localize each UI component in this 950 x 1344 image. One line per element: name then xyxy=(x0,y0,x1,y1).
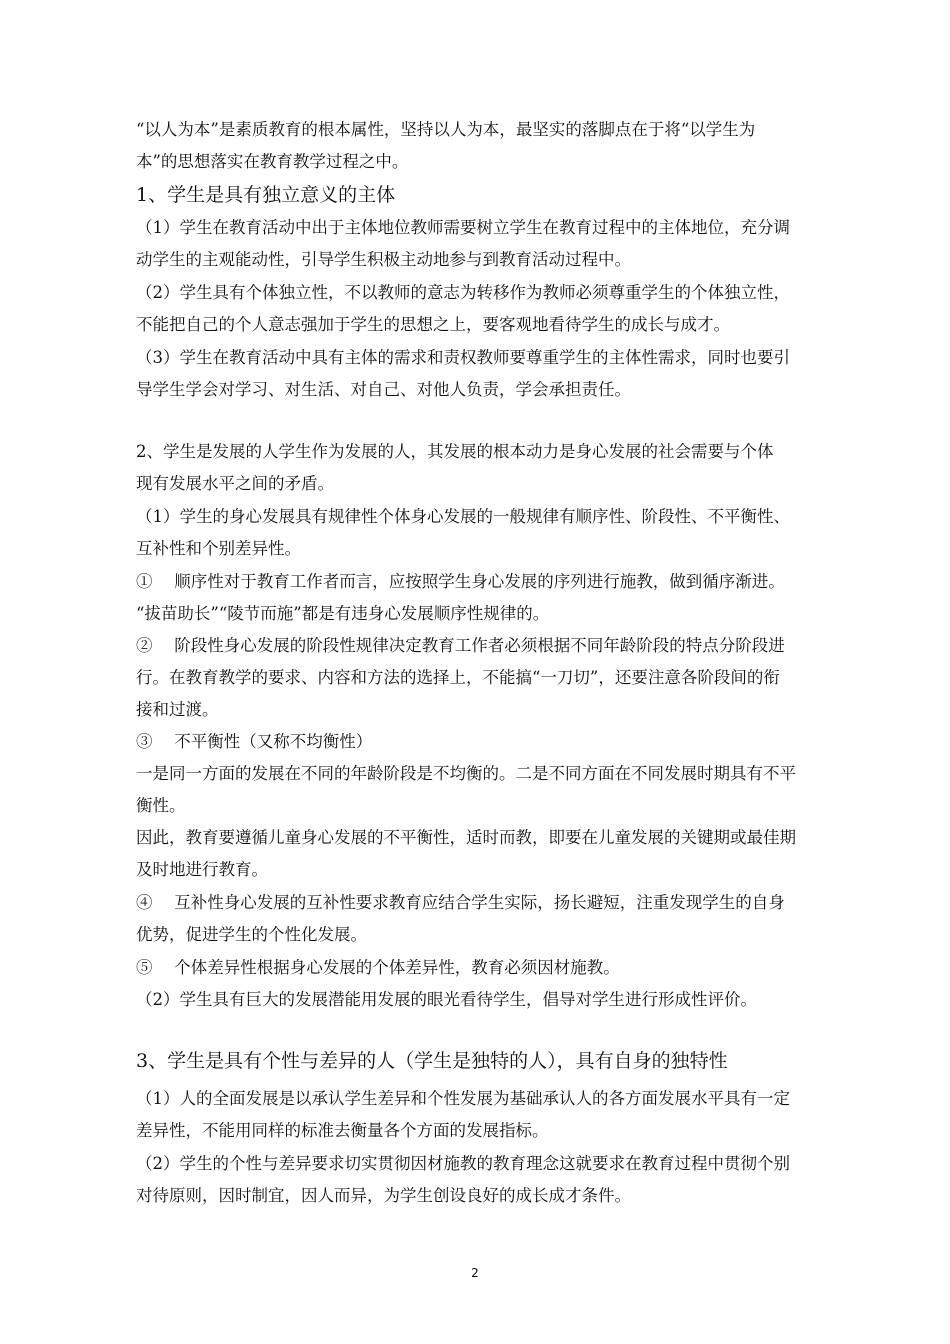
section-heading-1: 1、学生是具有独立意义的主体 xyxy=(136,184,396,206)
paragraph-line: （2）学生的个性与差异要求切实贯彻因材施教的教育理念这就要求在教育过程中贯彻个别 xyxy=(136,1154,790,1173)
paragraph-line: 优势，促进学生的个性化发展。 xyxy=(136,925,367,944)
paragraph-line: ① 顺序性对于教育工作者而言，应按照学生身心发展的序列进行施教，做到循序渐进。 xyxy=(136,572,785,591)
paragraph-line: 衡性。 xyxy=(136,796,186,815)
paragraph-line: 互补性和个别差异性。 xyxy=(136,539,301,558)
paragraph-line: ② 阶段性身心发展的阶段性规律决定教育工作者必须根据不同年龄阶段的特点分阶段进 xyxy=(136,636,785,655)
section-heading-3: 3、学生是具有个性与差异的人（学生是独特的人），具有自身的独特性 xyxy=(136,1050,728,1072)
paragraph-line: 对待原则，因时制宜，因人而异，为学生创设良好的成长成才条件。 xyxy=(136,1186,631,1205)
paragraph-line: ③ 不平衡性（又称不均衡性） xyxy=(136,732,373,751)
paragraph-line: 差异性，不能用同样的标准去衡量各个方面的发展指标。 xyxy=(136,1121,549,1140)
paragraph-line: “拔苗助长”“陵节而施”都是有违身心发展顺序性规律的。 xyxy=(136,604,550,623)
intro-line-1: “以人为本”是素质教育的根本属性，坚持以人为本，最坚实的落脚点在于将“以学生为 xyxy=(136,120,756,139)
paragraph-line: 一是同一方面的发展在不同的年龄阶段是不均衡的。二是不同方面在不同发展时期具有不平 xyxy=(136,764,796,783)
paragraph-line: （2）学生具有个体独立性，不以教师的意志为转移作为教师必须尊重学生的个体独立性， xyxy=(136,283,790,302)
section-heading-2: 2、学生是发展的人学生作为发展的人，其发展的根本动力是身心发展的社会需要与个体 xyxy=(136,442,774,461)
paragraph-line: ④ 互补性身心发展的互补性要求教育应结合学生实际，扬长避短，注重发现学生的自身 xyxy=(136,893,785,912)
paragraph-line: （1）人的全面发展是以承认学生差异和个性发展为基础承认人的各方面发展水平具有一定 xyxy=(136,1089,790,1108)
paragraph-line: （3）学生在教育活动中具有主体的需求和责权教师要尊重学生的主体性需求，同时也要引 xyxy=(136,348,790,367)
paragraph-line: 及时地进行教育。 xyxy=(136,860,268,879)
page-number: 2 xyxy=(471,1266,479,1280)
paragraph-line: 不能把自己的个人意志强加于学生的思想之上，要客观地看待学生的成长与成才。 xyxy=(136,315,730,334)
paragraph-line: （2）学生具有巨大的发展潜能用发展的眼光看待学生，倡导对学生进行形成性评价。 xyxy=(136,990,757,1009)
paragraph-line: 现有发展水平之间的矛盾。 xyxy=(136,474,334,493)
paragraph-line: ⑤ 个体差异性根据身心发展的个体差异性，教育必须因材施教。 xyxy=(136,958,620,977)
intro-line-2: 本”的思想落实在教育教学过程之中。 xyxy=(136,152,409,171)
paragraph-line: 动学生的主观能动性，引导学生积极主动地参与到教育活动过程中。 xyxy=(136,250,631,269)
paragraph-line: 导学生学会对学习、对生活、对自己、对他人负责，学会承担责任。 xyxy=(136,380,631,399)
paragraph-line: 因此，教育要遵循儿童身心发展的不平衡性，适时而教，即要在儿童发展的关键期或最佳期 xyxy=(136,828,796,847)
paragraph-line: 接和过渡。 xyxy=(136,700,219,719)
paragraph-line: （1）学生在教育活动中出于主体地位教师需要树立学生在教育过程中的主体地位，充分调 xyxy=(136,218,790,237)
paragraph-line: （1）学生的身心发展具有规律性个体身心发展的一般规律有顺序性、阶段性、不平衡性、 xyxy=(136,507,790,526)
paragraph-line: 行。在教育教学的要求、内容和方法的选择上，不能搞“一刀切”，还要注意各阶段间的衔 xyxy=(136,668,780,687)
